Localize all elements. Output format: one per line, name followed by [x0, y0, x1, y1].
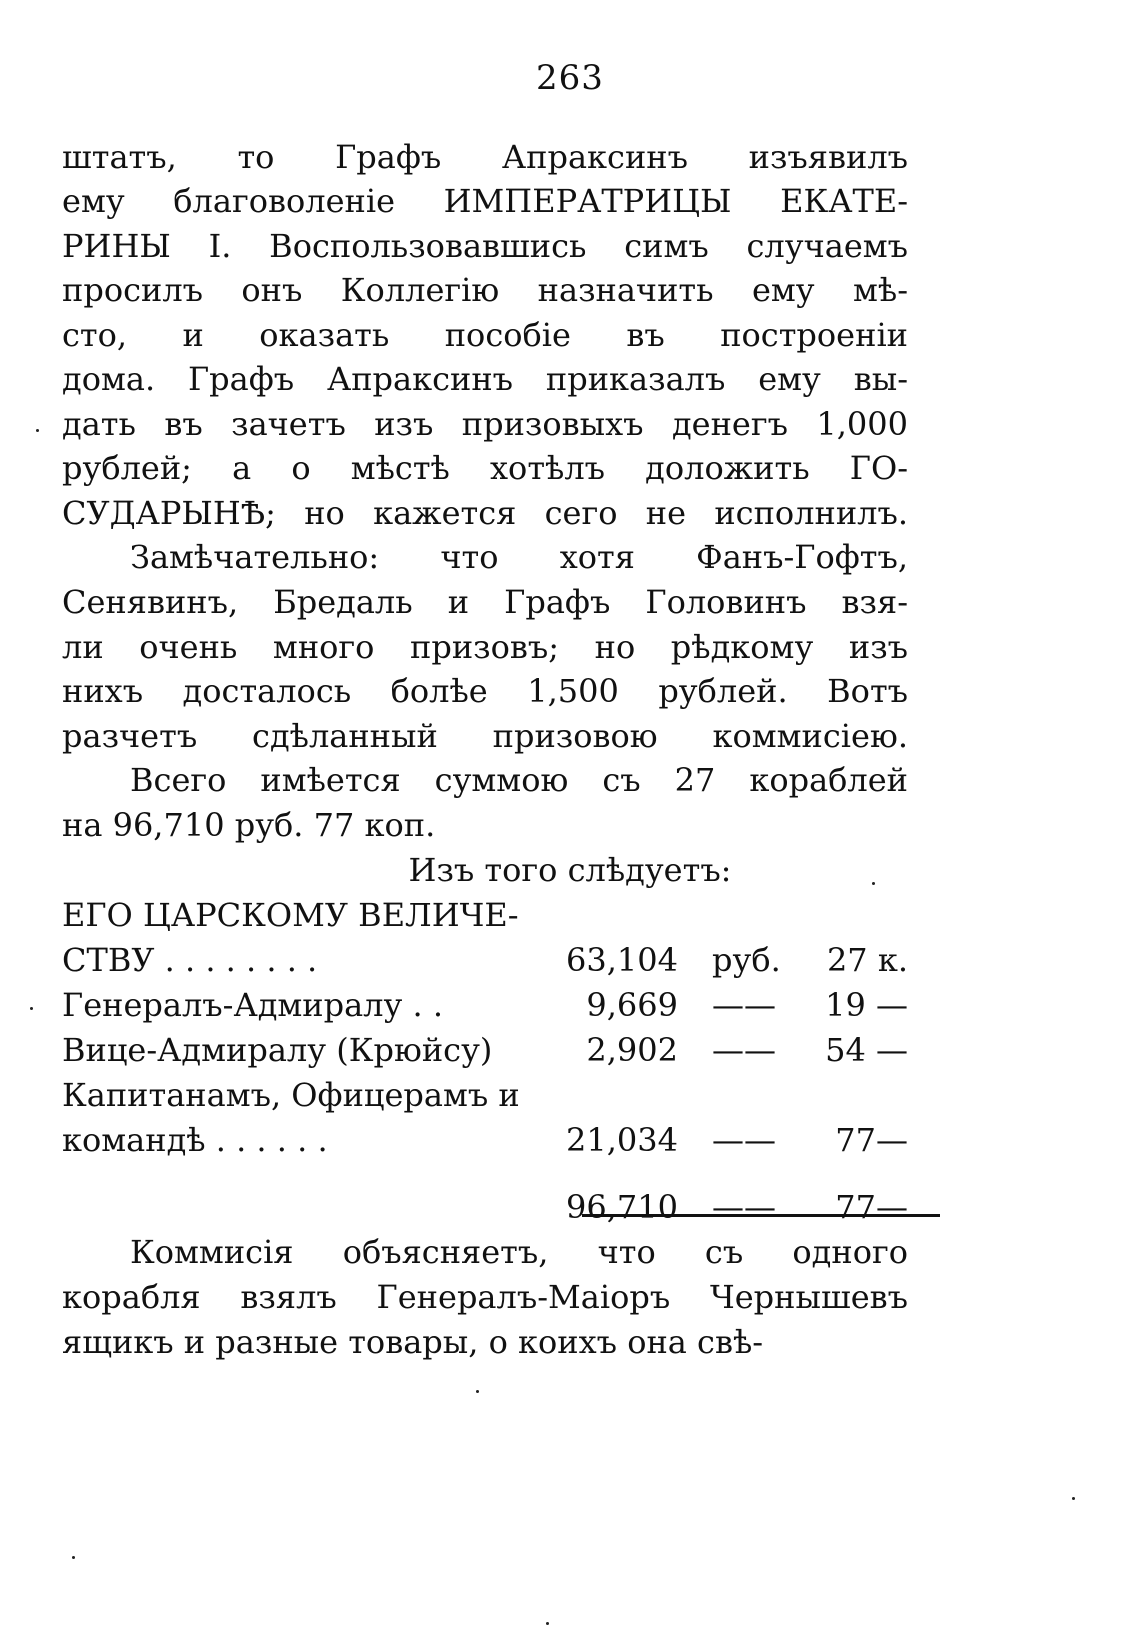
- text-line: ящикъ и разные товары, о коихъ она свѣ-: [62, 1323, 764, 1361]
- row-kop: 77—: [835, 1121, 908, 1159]
- text-line: Замѣчательно: что хотя Фанъ-Гофтъ,: [130, 538, 908, 576]
- text-line: рублей; а о мѣстѣ хотѣлъ доложить ГО-: [62, 449, 908, 487]
- text-line: ему благоволеніе ИМПЕРАТРИЦЫ ЕКАТЕ-: [62, 182, 908, 220]
- page-number: 263: [536, 58, 604, 98]
- row-amount: 9,669: [586, 986, 678, 1024]
- text-line: СУДАРЫНѢ; но кажется сего не исполнилъ.: [62, 494, 908, 532]
- row-label: командѣ . . . . . .: [62, 1121, 328, 1159]
- row-rub: ——: [712, 986, 776, 1024]
- table-row: [62, 940, 908, 980]
- text-line: Всего имѣется суммою съ 27 кораблей: [130, 761, 908, 799]
- row-rub: руб.: [712, 941, 781, 979]
- text-line: дома. Графъ Апраксинъ приказалъ ему вы-: [62, 360, 908, 398]
- total-kop: 77—: [835, 1188, 908, 1226]
- table-row: [62, 1120, 908, 1160]
- table-row: [62, 1075, 908, 1115]
- scan-speck: [476, 1390, 479, 1393]
- total-rub: ——: [712, 1188, 776, 1226]
- row-amount: 2,902: [586, 1031, 678, 1069]
- scan-speck: [36, 429, 39, 432]
- text-line: ли очень много призовъ; но рѣдкому изъ: [62, 628, 908, 666]
- row-amount: 63,104: [566, 941, 678, 979]
- scan-speck: [72, 1556, 75, 1559]
- scan-speck: [546, 1622, 549, 1625]
- scan-speck: [30, 1007, 33, 1010]
- text-line: Коммисія объясняетъ, что съ одного: [130, 1233, 908, 1271]
- row-amount: 21,034: [566, 1121, 678, 1159]
- row-label: ЕГО ЦАРСКОМУ ВЕЛИЧЕ-: [62, 896, 519, 934]
- text-line: просилъ онъ Коллегію назначить ему мѣ-: [62, 271, 908, 309]
- row-label: Капитанамъ, Офицерамъ и: [62, 1076, 520, 1114]
- total-amount: 96,710: [566, 1188, 678, 1226]
- scan-speck: [872, 882, 875, 885]
- text-line: Сенявинъ, Бредаль и Графъ Головинъ взя-: [62, 583, 908, 621]
- text-line: РИНЫ I. Воспользовавшись симъ случаемъ: [62, 227, 908, 265]
- table-heading: Изъ того слѣдуетъ:: [408, 851, 732, 889]
- table-row: [62, 985, 908, 1025]
- text-line: штатъ, то Графъ Апраксинъ изъявилъ: [62, 138, 908, 176]
- row-label: Генералъ-Адмиралу . .: [62, 986, 444, 1024]
- text-line: дать въ зачетъ изъ призовыхъ денегъ 1,000: [62, 405, 908, 443]
- table-total-row: [62, 1187, 908, 1227]
- row-label: СТВУ . . . . . . . .: [62, 941, 318, 979]
- scan-speck: [1072, 1497, 1075, 1500]
- row-kop: 27 к.: [826, 941, 908, 979]
- row-kop: 54 —: [825, 1031, 908, 1069]
- text-line: разчетъ сдѣланный призовою коммисіею.: [62, 717, 908, 755]
- row-label: Вице-Адмиралу (Крюйсу): [62, 1031, 493, 1069]
- text-line: сто, и оказать пособіе въ построеніи: [62, 316, 908, 354]
- row-rub: ——: [712, 1121, 776, 1159]
- row-rub: ——: [712, 1031, 776, 1069]
- text-line: нихъ досталось болѣе 1,500 рублей. Вотъ: [62, 672, 908, 710]
- table-row: [62, 895, 908, 935]
- text-line: на 96,710 руб. 77 коп.: [62, 806, 436, 844]
- text-line: корабля взялъ Генералъ-Маіоръ Чернышевъ: [62, 1278, 908, 1316]
- row-kop: 19 —: [825, 986, 908, 1024]
- table-row: [62, 1030, 908, 1070]
